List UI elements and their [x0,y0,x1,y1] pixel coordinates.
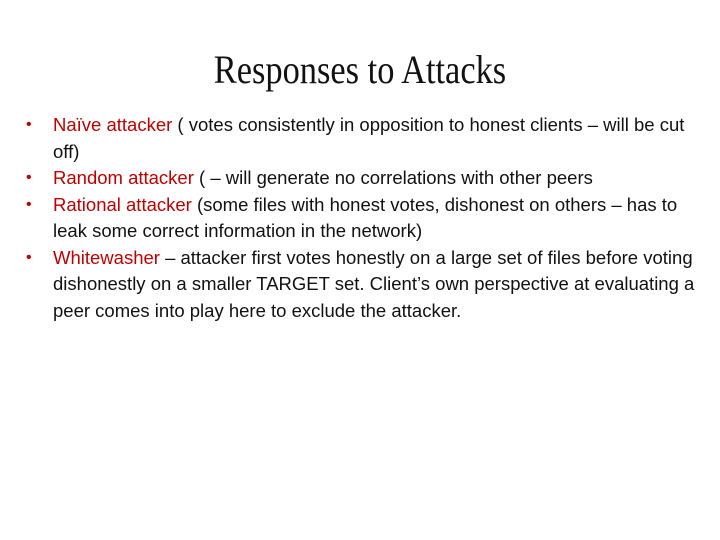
bullet-text: (some files with honest votes, dishonest on others – has to leak some correct information in the network) [53,193,678,241]
bullet-text: – attacker first votes honestly on a large set of files before voting dishonestly on a smaller TARGET set. Client’s own perspective at evaluating a peer comes into play here to exclude the attacker. [53,246,695,321]
bullet-term: Rational attacker [53,193,192,215]
bullet-dot-icon: • [26,116,32,133]
bullet-whitewasher [26,245,712,325]
bullet-dot-icon: • [26,169,32,186]
bullet-naive-attacker [26,112,712,165]
bullet-term: Random attacker [53,167,194,188]
bullet-rational-attacker [26,192,712,245]
bullet-dot-icon: • [26,195,32,213]
bullet-text: ( votes consistently in opposition to honest clients – will be cut off) [53,114,685,162]
bullet-list [26,112,712,324]
bullet-term: Naïve attacker [53,114,173,135]
bullet-dot-icon: • [26,248,32,266]
slide-title: Responses to Attacks [213,47,507,92]
bullet-term: Whitewasher [53,246,160,268]
bullet-text: ( – will generate no correlations with other peers [193,167,593,188]
bullet-random-attacker [26,165,712,192]
